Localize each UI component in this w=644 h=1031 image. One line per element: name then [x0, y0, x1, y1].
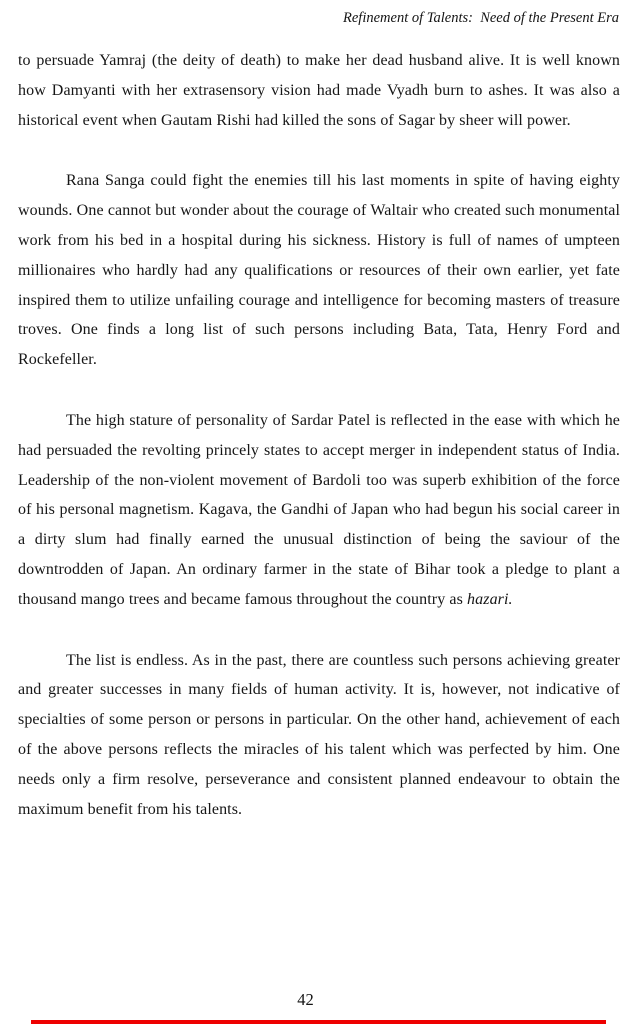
page-body	[18, 46, 620, 855]
text-run: to persuade Yamraj (the deity of death) to make her dead husband alive. It is well known how Damyanti with her extrasensory vision had made Vyadh burn to ashes. It was also a historical event when Gautam Rishi had killed the sons of Sagar by sheer will power.	[18, 52, 620, 129]
running-header: Refinement of Talents: Need of the Present Era	[343, 10, 619, 26]
italic-text-run: hazari.	[467, 590, 513, 608]
paragraph	[18, 166, 620, 375]
paragraph	[18, 646, 620, 825]
paragraph	[18, 46, 620, 135]
paragraph	[18, 406, 620, 615]
text-run: The high stature of personality of Sardar Patel is reflected in the ease with which he had persuaded the revolting princely states to accept merger in independent status of India. Leadership of the non-violent movement of Bardoli too was superb exhibition of the force of his personal magnetism. Kagava, the Gandhi of Japan who had begun his social career in a dirty slum had finally earned the unusual distinction of being the saviour of the downtrodden of Japan. An ordinary farmer in the state of Bihar took a pledge to plant a thousand mango trees and became famous throughout the country as	[18, 411, 620, 608]
text-run: The list is endless. As in the past, there are countless such persons achieving greater and greater successes in many fields of human activity. It is, however, not indicative of specialties of some person or persons in particular. On the other hand, achievement of each of the above persons reflects the miracles of his talent which was perfected by him. One needs only a firm resolve, perseverance and consistent planned endeavour to obtain the maximum benefit from his talents.	[18, 651, 620, 818]
page-number: 42	[297, 990, 314, 1009]
text-run: Rana Sanga could fight the enemies till his last moments in spite of having eighty wounds. One cannot but wonder about the courage of Waltair who created such monumental work from his bed in a hospital during his sickness. History is full of names of umpteen millionaires who hardly had any qualifications or resources of their own earlier, yet fate inspired them to utilize unfailing courage and intelligence for becoming masters of treasure troves. One finds a long list of such persons including Bata, Tata, Henry Ford and Rockefeller.	[18, 172, 620, 369]
footer-rule	[31, 1020, 606, 1024]
